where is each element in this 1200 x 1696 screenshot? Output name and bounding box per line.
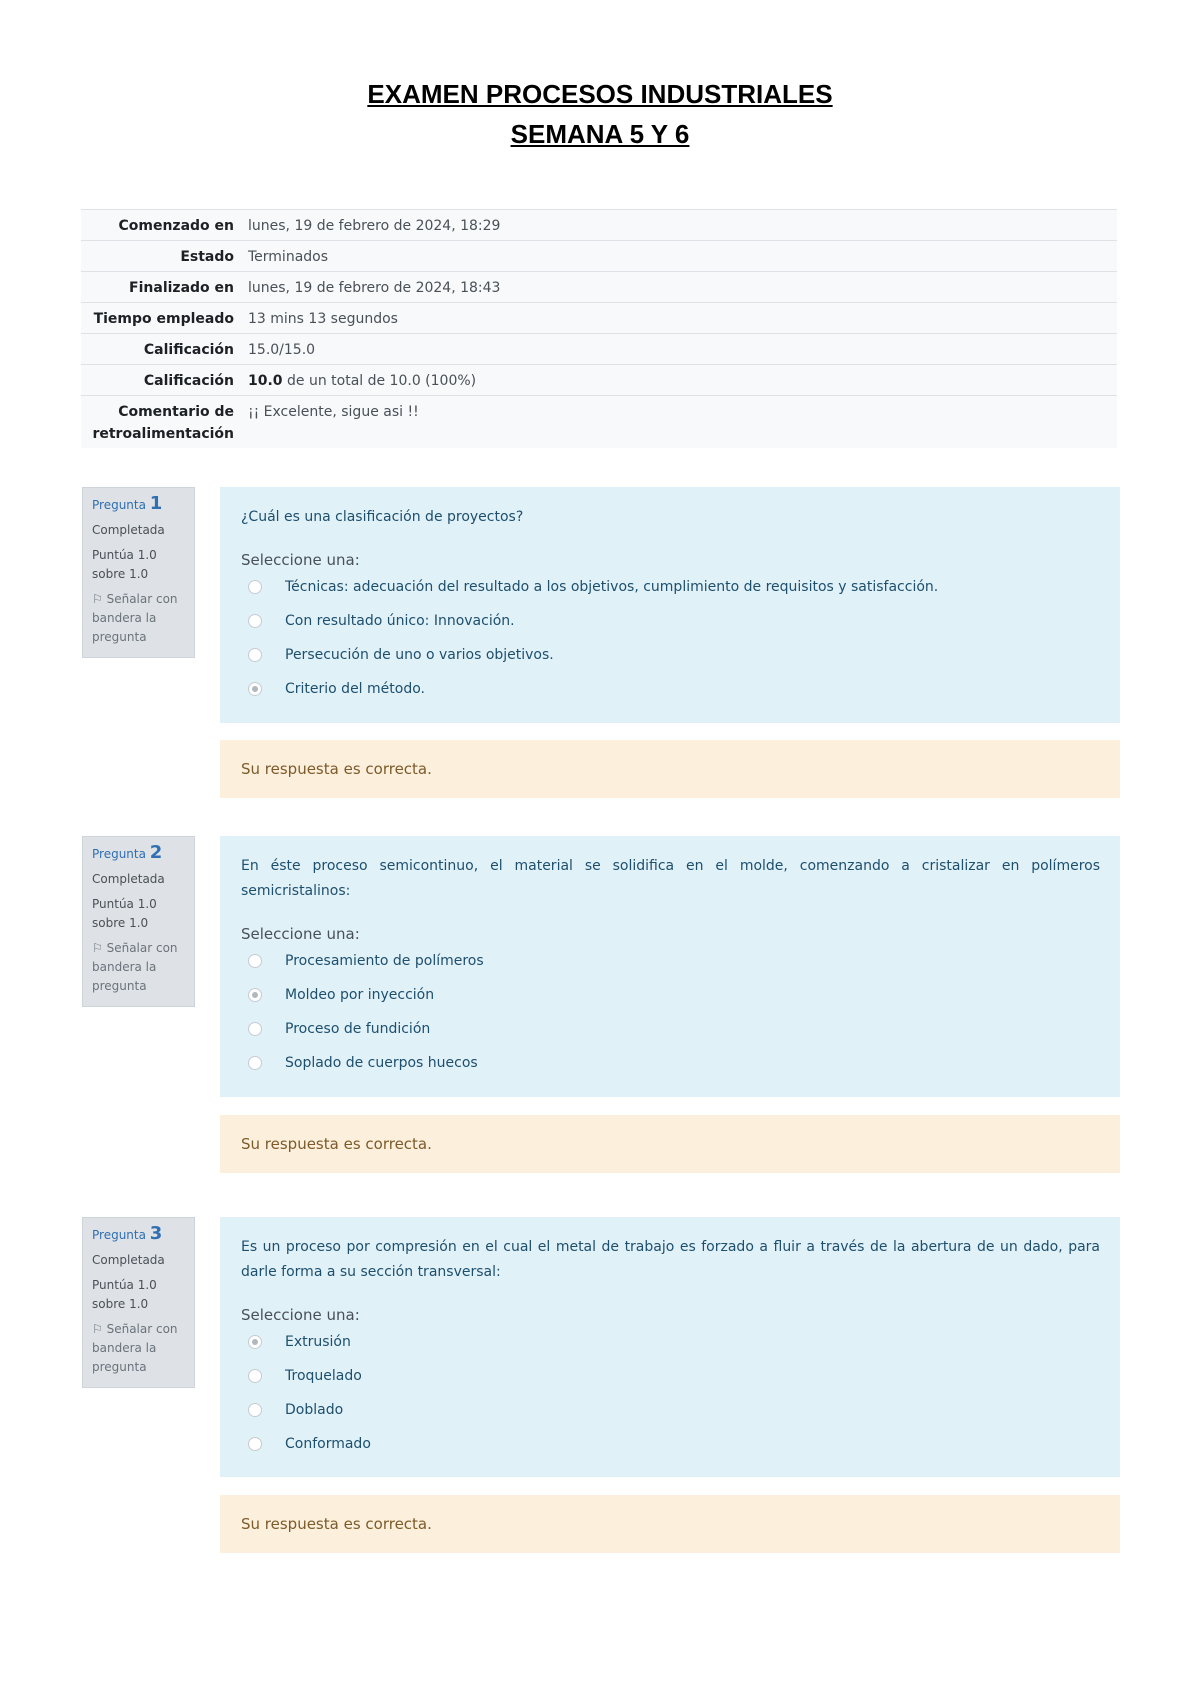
- summary-label: Calificación: [81, 334, 242, 365]
- summary-label: Comenzado en: [81, 210, 242, 241]
- question-num: 2: [149, 842, 163, 863]
- grade-bold-value: 10.0: [248, 373, 283, 389]
- feedback-box-1: Su respuesta es correcta.: [220, 740, 1120, 798]
- summary-value: 13 mins 13 segundos: [242, 303, 1117, 334]
- question-score: Puntúa 1.0 sobre 1.0: [92, 897, 157, 930]
- radio-button[interactable]: [248, 1369, 262, 1383]
- option-label: Técnicas: adecuación del resultado a los objetivos, cumplimiento de requisitos y satisfacción.: [285, 579, 939, 595]
- flag-icon: ⚐: [92, 1322, 103, 1336]
- summary-row: [81, 396, 1117, 449]
- select-one-prompt: Seleccione una:: [241, 925, 360, 943]
- radio-button-selected[interactable]: [248, 1335, 262, 1349]
- option-label: Proceso de fundición: [285, 1021, 431, 1037]
- answer-option[interactable]: [241, 1359, 1100, 1393]
- answer-option[interactable]: [241, 944, 1100, 978]
- feedback-box-2: Su respuesta es correcta.: [220, 1115, 1120, 1173]
- question-number: [92, 843, 185, 864]
- radio-button[interactable]: [248, 614, 262, 628]
- option-label: Persecución de uno o varios objetivos.: [285, 647, 554, 663]
- question-text: ¿Cuál es una clasificación de proyectos?: [241, 509, 524, 525]
- question-number: [92, 494, 185, 515]
- question-info-1: [82, 487, 195, 658]
- flag-question-link[interactable]: [92, 939, 185, 996]
- answer-option[interactable]: [241, 1046, 1100, 1080]
- answer-option[interactable]: [241, 1325, 1100, 1359]
- question-info-3: [82, 1217, 195, 1388]
- radio-button[interactable]: [248, 954, 262, 968]
- option-label: Con resultado único: Innovación.: [285, 613, 515, 629]
- question-text: Es un proceso por compresión en el cual el metal de trabajo es forzado a fluir a través de la abertura de un dado, para darle forma a su sección transversal:: [241, 1239, 1100, 1280]
- radio-button-selected[interactable]: [248, 682, 262, 696]
- select-one-prompt: Seleccione una:: [241, 551, 360, 569]
- summary-label: Tiempo empleado: [81, 303, 242, 334]
- summary-row: [81, 241, 1117, 272]
- feedback-box-3: Su respuesta es correcta.: [220, 1495, 1120, 1553]
- option-label: Extrusión: [285, 1334, 351, 1350]
- option-label: Moldeo por inyección: [285, 987, 435, 1003]
- question-info-2: [82, 836, 195, 1007]
- radio-button-selected[interactable]: [248, 988, 262, 1002]
- answer-option[interactable]: [241, 1427, 1100, 1461]
- radio-button[interactable]: [248, 1056, 262, 1070]
- flag-label: Señalar con bandera la pregunta: [92, 1322, 178, 1374]
- answer-option[interactable]: [241, 978, 1100, 1012]
- radio-button[interactable]: [248, 648, 262, 662]
- question-score: Puntúa 1.0 sobre 1.0: [92, 1278, 157, 1311]
- flag-question-link[interactable]: [92, 1320, 185, 1377]
- answer-option[interactable]: [241, 1393, 1100, 1427]
- select-one-prompt: Seleccione una:: [241, 1306, 360, 1324]
- attempt-summary-table: [81, 209, 1117, 448]
- question-box-1: [220, 487, 1120, 723]
- question-label: Pregunta: [92, 498, 146, 512]
- summary-value: Terminados: [242, 241, 1117, 272]
- radio-button[interactable]: [248, 1403, 262, 1417]
- option-label: Procesamiento de polímeros: [285, 953, 484, 969]
- question-status: Completada: [92, 523, 165, 537]
- question-status: Completada: [92, 1253, 165, 1267]
- summary-label: Estado: [81, 241, 242, 272]
- radio-button[interactable]: [248, 580, 262, 594]
- question-status: Completada: [92, 872, 165, 886]
- answer-option[interactable]: [241, 1012, 1100, 1046]
- question-num: 3: [149, 1223, 163, 1244]
- option-label: Doblado: [285, 1402, 344, 1418]
- question-box-3: [220, 1217, 1120, 1477]
- question-number: [92, 1224, 185, 1245]
- title-line-1: EXAMEN PROCESOS INDUSTRIALES: [367, 79, 833, 109]
- answer-option[interactable]: [241, 672, 1100, 706]
- question-label: Pregunta: [92, 1228, 146, 1242]
- summary-label: Comentario de retroalimentación: [81, 396, 242, 449]
- summary-value: lunes, 19 de febrero de 2024, 18:43: [242, 272, 1117, 303]
- summary-row: [81, 272, 1117, 303]
- flag-icon: ⚐: [92, 592, 103, 606]
- document-title: [0, 74, 1200, 154]
- question-label: Pregunta: [92, 847, 146, 861]
- option-label: Conformado: [285, 1436, 371, 1452]
- radio-button[interactable]: [248, 1022, 262, 1036]
- summary-row: [81, 334, 1117, 365]
- title-line-2: SEMANA 5 Y 6: [510, 119, 690, 149]
- option-label: Troquelado: [285, 1368, 362, 1384]
- summary-value: lunes, 19 de febrero de 2024, 18:29: [242, 210, 1117, 241]
- radio-button[interactable]: [248, 1437, 262, 1451]
- question-box-2: [220, 836, 1120, 1097]
- answer-option[interactable]: [241, 604, 1100, 638]
- summary-label: Finalizado en: [81, 272, 242, 303]
- summary-label: Calificación: [81, 365, 242, 396]
- flag-label: Señalar con bandera la pregunta: [92, 592, 178, 644]
- question-text: En éste proceso semicontinuo, el material se solidifica en el molde, comenzando a cristalizar en polímeros semicristalinos:: [241, 858, 1100, 899]
- flag-question-link[interactable]: [92, 590, 185, 647]
- question-score: Puntúa 1.0 sobre 1.0: [92, 548, 157, 581]
- summary-row: [81, 303, 1117, 334]
- summary-value: ¡¡ Excelente, sigue asi !!: [242, 396, 1117, 449]
- flag-label: Señalar con bandera la pregunta: [92, 941, 178, 993]
- answer-option[interactable]: [241, 570, 1100, 604]
- option-label: Criterio del método.: [285, 681, 425, 697]
- summary-row: [81, 365, 1117, 396]
- question-num: 1: [149, 493, 163, 514]
- summary-value: 15.0/15.0: [242, 334, 1117, 365]
- option-label: Soplado de cuerpos huecos: [285, 1055, 478, 1071]
- answer-option[interactable]: [241, 638, 1100, 672]
- summary-value: [242, 365, 1117, 396]
- flag-icon: ⚐: [92, 941, 103, 955]
- grade-total-text: de un total de 10.0 (100%): [282, 373, 477, 389]
- summary-row: [81, 210, 1117, 241]
